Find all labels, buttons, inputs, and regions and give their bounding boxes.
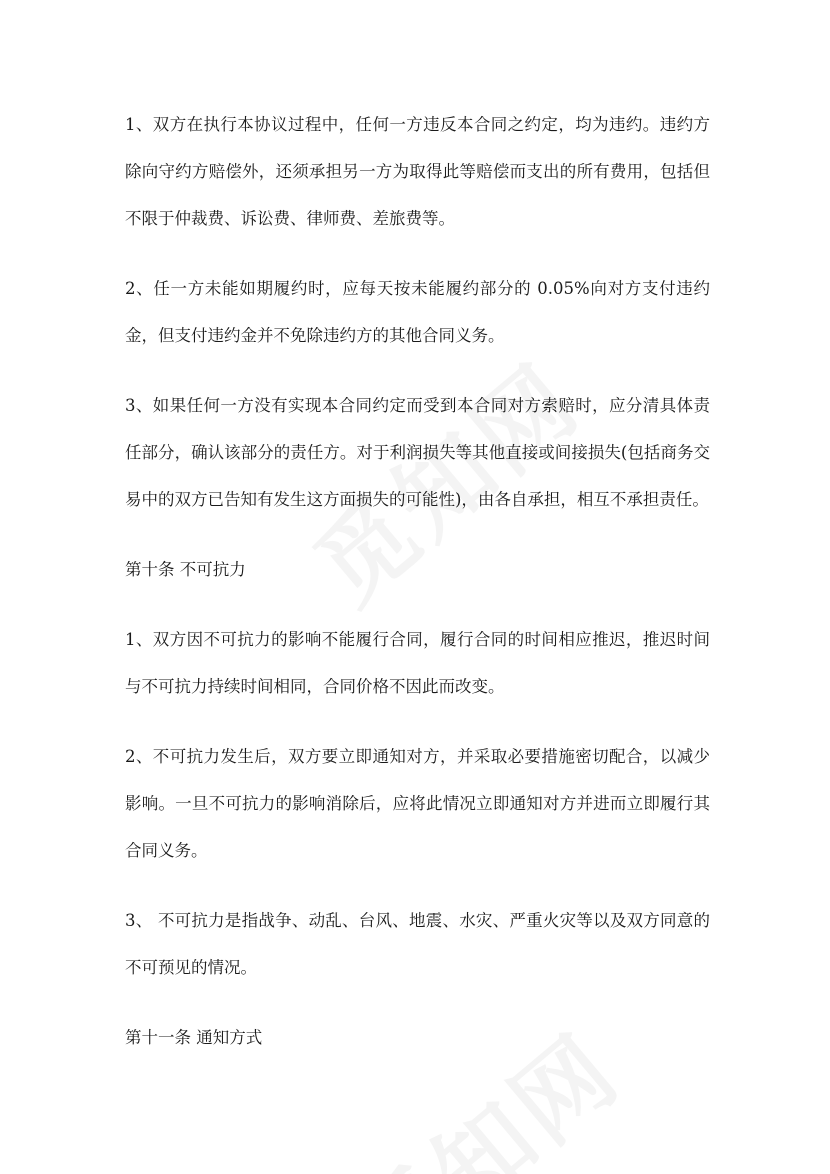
force-majeure-paragraph-2: 2、不可抗力发生后，双方要立即通知对方，并采取必要措施密切配合，以减少影响。一旦不可抗力的影响消除后，应将此情况立即通知对方并进而立即履行其合同义务。	[125, 747, 710, 860]
clause-paragraph-1: 1、双方在执行本协议过程中，任何一方违反本合同之约定，均为违约。违约方除向守约方赔偿外，还须承担另一方为取得此等赔偿而支出的所有费用，包括但不限于仲裁费、诉讼费、律师费、差旅费等。	[125, 115, 710, 228]
force-majeure-paragraph-3: 3、 不可抗力是指战争、动乱、台风、地震、水灾、严重火灾等以及双方同意的不可预见的情况。	[125, 911, 710, 977]
section-heading-article-11: 第十一条 通知方式	[125, 1028, 263, 1047]
clause-paragraph-3: 3、如果任何一方没有实现本合同约定而受到本合同对方索赔时，应分清具体责任部分，确认该部分的责任方。对于利润损失等其他直接或间接损失(包括商务交易中的双方已告知有发生这方面损失的可能性)，由各自承担，相互不承担责任。	[125, 396, 710, 509]
force-majeure-paragraph-1: 1、双方因不可抗力的影响不能履行合同，履行合同的时间相应推迟，推迟时间与不可抗力持续时间相同，合同价格不因此而改变。	[125, 630, 710, 696]
clause-paragraph-2: 2、任一方未能如期履约时，应每天按未能履约部分的 0.05%向对方支付违约金，但支付违约金并不免除违约方的其他合同义务。	[125, 279, 710, 345]
section-heading-article-10: 第十条 不可抗力	[125, 560, 246, 579]
document-body	[125, 101, 710, 1084]
